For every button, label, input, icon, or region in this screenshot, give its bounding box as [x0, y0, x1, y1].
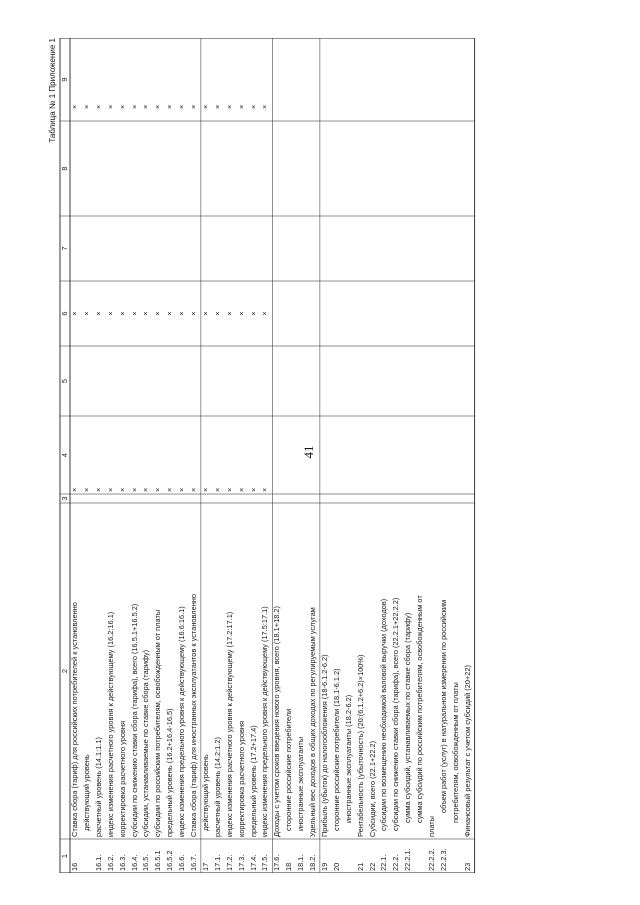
row-number — [451, 839, 463, 873]
cross-mark: × — [248, 311, 258, 316]
row-number: 20 — [331, 862, 341, 871]
row-number: 16 — [70, 862, 79, 871]
cross-mark: × — [105, 487, 115, 492]
row-description: индекс изменения расчетного уровня к действующему (17.2:17.1) — [224, 611, 234, 837]
header-col-8: 8 — [60, 166, 69, 171]
table-row — [94, 38, 106, 873]
row-description: Ставка сбора (тариф) для иностранных эксплуатантов к установленно — [189, 594, 198, 837]
table-row — [70, 38, 82, 873]
row-description: Рентабельность (убыточность) (20:(6.1.2+6.2)×100%) — [355, 654, 365, 837]
cross-mark: × — [81, 487, 91, 492]
cross-mark: × — [165, 104, 175, 109]
row-description: субсидии по снижению ставки сбора (тарифа), всего (16.5.1+16.5.2) — [129, 603, 139, 837]
table-row — [451, 38, 463, 873]
table-row — [332, 38, 344, 873]
rotated-table-page — [48, 38, 638, 873]
cross-mark: × — [260, 104, 270, 109]
cross-mark: × — [248, 104, 258, 109]
table-row — [391, 38, 403, 873]
header-col-2: 2 — [60, 668, 69, 674]
cross-mark: × — [117, 104, 127, 109]
row-description: Удельный вес доходов в общих доходах по регулируемым услугам — [308, 607, 317, 837]
row-description: Ставка сбора (тариф) для российских потребителей к установленно — [70, 602, 79, 837]
cross-mark: × — [141, 487, 151, 492]
row-number: 17.5. — [260, 854, 270, 871]
table-row — [356, 38, 368, 873]
row-description: иностранные эксплуатанты — [296, 736, 306, 831]
row-number: 23 — [462, 862, 472, 871]
table-row — [284, 38, 296, 873]
cross-mark: × — [189, 311, 198, 316]
row-number: 18.2. — [308, 854, 317, 871]
cross-mark: × — [129, 487, 139, 492]
row-description: иностранные эксплуатанты (18.2-6.2) — [343, 694, 353, 823]
table-row — [130, 38, 142, 873]
cross-mark: × — [129, 311, 139, 316]
cross-mark: × — [236, 487, 246, 492]
cross-mark: × — [212, 104, 222, 109]
row-description: сторонние российские потребители — [284, 708, 294, 831]
cross-mark: × — [165, 311, 175, 316]
cross-mark: × — [200, 487, 210, 492]
cross-mark: × — [153, 311, 163, 316]
row-number: 16.2. — [105, 854, 115, 871]
table-row — [153, 38, 165, 873]
cross-mark: × — [117, 487, 127, 492]
row-number: 22.2.2. — [427, 848, 436, 871]
header-col-1: 1 — [60, 853, 69, 859]
table-row — [260, 38, 272, 873]
row-number: 17.2. — [224, 854, 234, 871]
row-description: действующий уровень — [81, 754, 91, 831]
cross-mark: × — [153, 104, 163, 109]
cross-mark: × — [224, 104, 234, 109]
cross-mark: × — [105, 311, 115, 316]
row-description: объем работ (услуг) в натуральном измерении по российским — [438, 599, 448, 813]
row-description: сумма субсидий по российским потребителям, освобожденным от — [415, 595, 425, 823]
row-description: Субсидии, всего (22.1+22.2) — [367, 740, 377, 837]
cross-mark: × — [200, 104, 210, 109]
cross-mark: × — [141, 311, 151, 316]
table-row — [165, 38, 177, 873]
row-description: сторонние российские потребители (18.1-6.1.2) — [331, 668, 341, 831]
row-number — [344, 839, 356, 873]
row-description: потребителям, освобожденным от платы — [450, 682, 460, 823]
table-row — [237, 38, 249, 873]
table-row — [213, 38, 225, 873]
row-number: 16.1. — [93, 854, 103, 871]
row-description: действующий уровень — [200, 754, 210, 831]
cross-mark: × — [212, 311, 222, 316]
table-row — [439, 38, 451, 873]
cross-mark: × — [236, 104, 246, 109]
row-number: 17.4. — [248, 854, 258, 871]
table-row — [296, 38, 308, 873]
row-description: индекс изменения предельного уровня к действующему (16.6:16.1) — [177, 606, 187, 837]
cross-mark: × — [248, 487, 258, 492]
table-row — [201, 38, 213, 873]
row-number — [82, 839, 94, 873]
table-row — [427, 38, 439, 873]
header-col-9: 9 — [60, 77, 69, 82]
cross-mark: × — [165, 487, 175, 492]
row-number: 16.3. — [117, 854, 127, 871]
table-row — [320, 38, 332, 873]
row-number: 17.3. — [236, 854, 246, 871]
cross-mark: × — [177, 104, 187, 109]
row-number: 22 — [367, 862, 377, 871]
row-description: субсидии по возмещению необходимой валовой выручки (доходов) — [379, 598, 389, 831]
table-row — [249, 38, 261, 873]
cross-mark: × — [70, 311, 79, 316]
row-description: Финансовый результат с учетом субсидий (20+22) — [462, 665, 472, 837]
cross-mark: × — [117, 311, 127, 316]
row-number: 17 — [200, 862, 210, 871]
cross-mark: × — [141, 104, 151, 109]
header-col-4: 4 — [60, 452, 69, 458]
row-number: 16.5. — [141, 854, 151, 871]
row-number: 16.5.1 — [153, 850, 163, 871]
page-number: 41 — [301, 445, 316, 459]
header-col-5: 5 — [60, 378, 69, 384]
header-col-6: 6 — [60, 311, 69, 316]
row-description: расчетный уровень (14.2:1.2) — [212, 737, 222, 837]
cross-mark: × — [200, 311, 210, 316]
table-row — [141, 38, 153, 873]
row-description: субсидии по российским потребителям, освобожденным от платы — [153, 609, 163, 837]
row-description: корректировка расчетного уровня — [236, 721, 246, 837]
cross-mark: × — [177, 487, 187, 492]
row-number: 19 — [319, 862, 329, 871]
table-caption: Таблица № 1 Приложение 1 — [48, 38, 57, 143]
row-number: 21 — [355, 862, 365, 871]
table-row — [82, 38, 94, 873]
row-number: 22.2.3. — [438, 848, 448, 871]
cross-mark: × — [93, 487, 103, 492]
row-description: субсидии, устанавливаемые по ставке сбора (тарифу) — [141, 649, 151, 837]
cross-mark: × — [189, 104, 198, 109]
row-number — [415, 839, 427, 873]
row-number: 17.6. — [272, 854, 282, 871]
table-header — [60, 38, 70, 873]
row-description: индекс изменения расчетного уровня к действующему (16.2:16.1) — [105, 611, 115, 837]
row-number: 16.6. — [177, 854, 187, 871]
cross-mark: × — [70, 104, 79, 109]
row-number: 22.2. — [391, 854, 401, 871]
row-number: 16.4. — [129, 854, 139, 871]
cross-mark: × — [81, 311, 91, 316]
table-row — [189, 38, 201, 873]
table-row — [272, 38, 284, 873]
table-row — [463, 38, 475, 873]
row-description: Прибыль (убыток) до налогообложения (18-6.1.2-6.2) — [319, 654, 329, 837]
cross-mark: × — [81, 104, 91, 109]
row-number: 16.5.2 — [165, 850, 175, 871]
row-description: Доходы с учетом сроков введения нового уровня, всего (18.1+18.2) — [272, 606, 282, 837]
row-number: 18 — [284, 862, 294, 871]
row-description: предельный уровень (17.2+17.4) — [248, 725, 258, 837]
cross-mark: × — [177, 311, 187, 316]
cross-mark: × — [260, 311, 270, 316]
row-number: 18.1. — [296, 854, 306, 871]
row-description: корректировка расчетного уровня — [117, 721, 127, 837]
row-number: 17.1. — [212, 854, 222, 871]
cross-mark: × — [212, 487, 222, 492]
table-row — [403, 38, 415, 873]
cross-mark: × — [93, 311, 103, 316]
cross-mark: × — [129, 104, 139, 109]
cross-mark: × — [70, 487, 79, 492]
table-row — [177, 38, 189, 873]
row-number: 16.7. — [189, 854, 198, 871]
header-col-3: 3 — [60, 496, 69, 501]
table-row — [106, 38, 118, 873]
header-col-7: 7 — [60, 246, 69, 251]
table-row — [344, 38, 356, 873]
cross-mark: × — [224, 487, 234, 492]
cross-mark: × — [93, 104, 103, 109]
table-row — [415, 38, 427, 873]
row-number: 22.1. — [379, 854, 389, 871]
row-number: 22.2.1. — [403, 848, 413, 871]
cross-mark: × — [153, 487, 163, 492]
row-description: расчетный уровень (14.1:1.1) — [93, 737, 103, 837]
cross-mark: × — [224, 311, 234, 316]
row-description: индекс изменения предельного уровня к действующему (17.5:17.1) — [260, 606, 270, 837]
row-description: субсидии по снижению ставки сбора (тарифа), всего (22.2.1+22.2.2) — [391, 597, 401, 831]
row-description: сумма субсидий, устанавливаемых по ставке сбора (тарифу) — [403, 612, 413, 823]
cross-mark: × — [105, 104, 115, 109]
table-row — [118, 38, 130, 873]
cross-mark: × — [260, 487, 270, 492]
table-row — [379, 38, 391, 873]
table-row — [368, 38, 380, 873]
table-row — [225, 38, 237, 873]
cross-mark: × — [236, 311, 246, 316]
row-description: платы — [427, 816, 436, 837]
row-description: предельный уровень (16.2+16.4-16.5) — [165, 708, 175, 837]
cross-mark: × — [189, 487, 198, 492]
table-row — [308, 38, 320, 873]
